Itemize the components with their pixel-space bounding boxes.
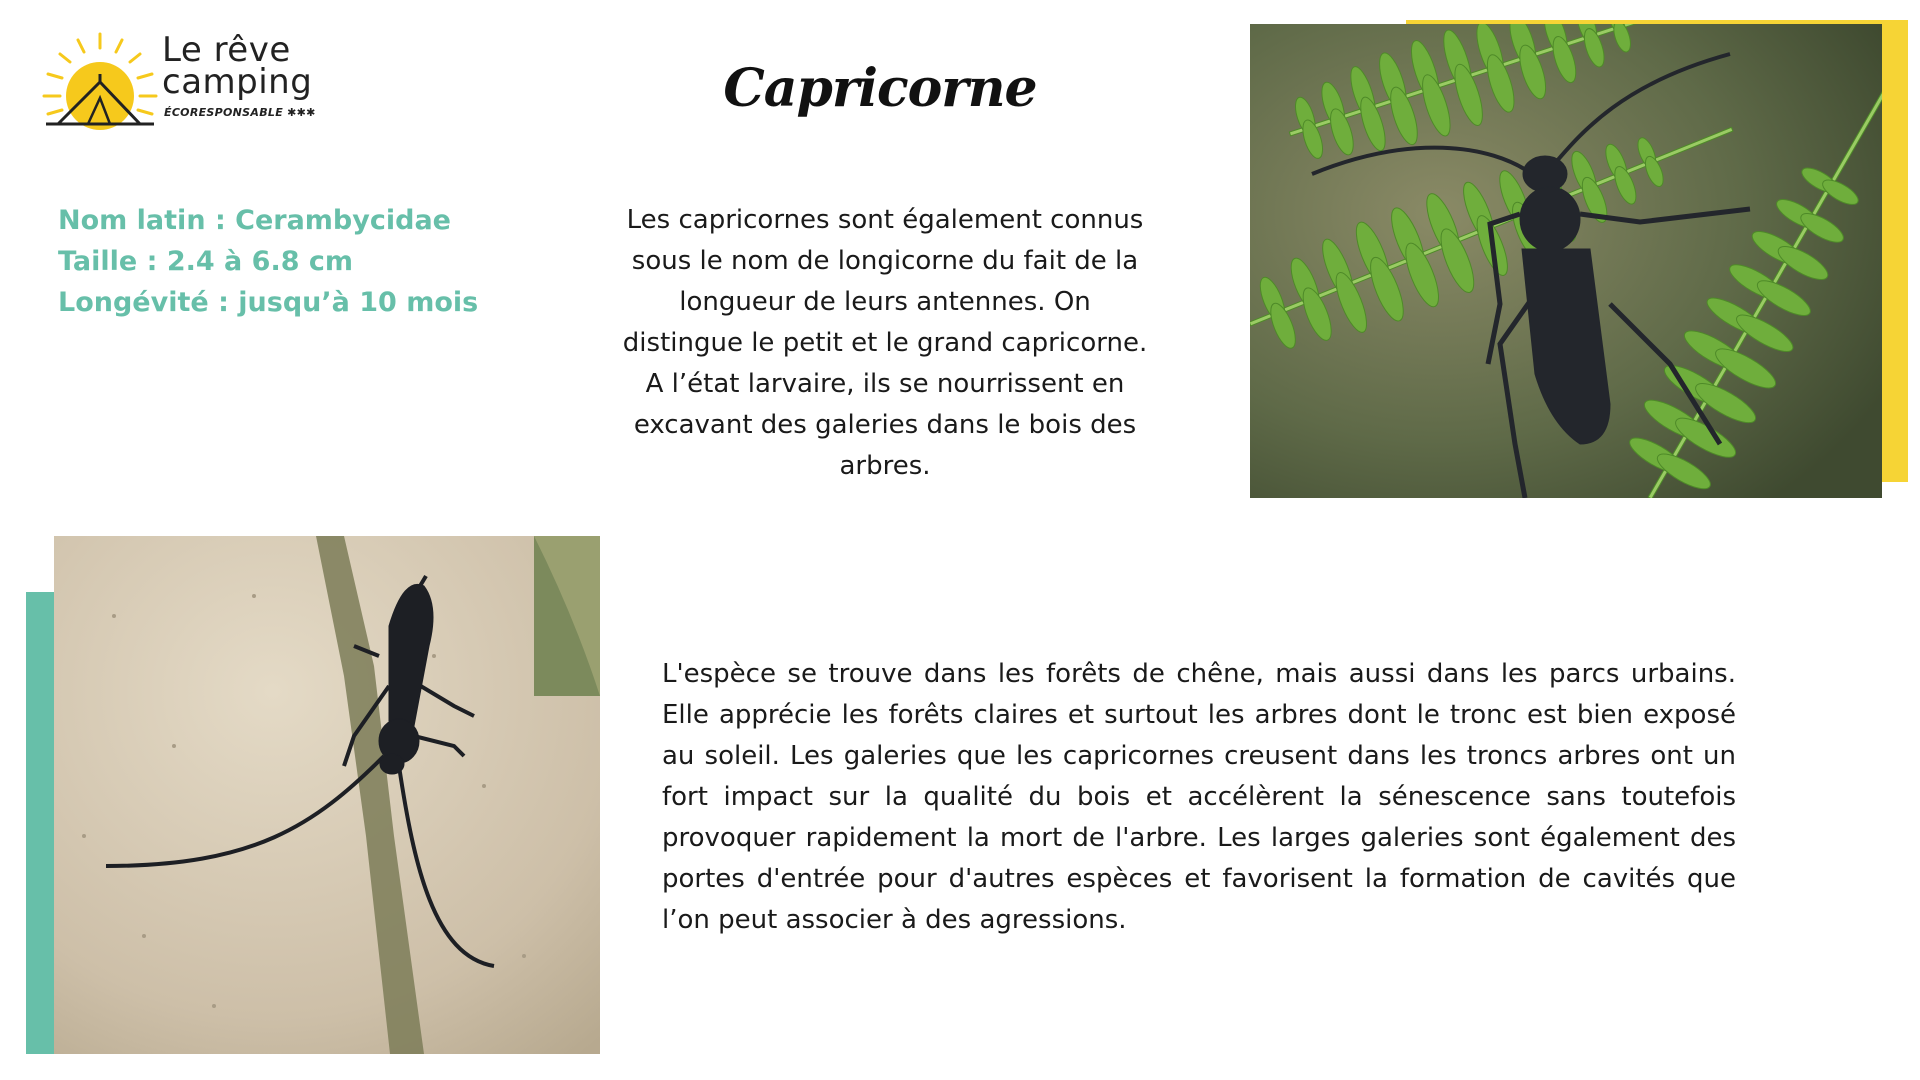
page-title: Capricorne (723, 58, 1037, 119)
facts-list (58, 200, 478, 323)
logo-text-line2: camping (162, 62, 313, 102)
beetle-on-stone-photo (54, 536, 600, 1054)
accent-bar-teal (26, 592, 56, 1054)
sun-tent-icon (40, 28, 160, 133)
fact-latin-name: Nom latin : Cerambycidae (58, 205, 451, 236)
body-paragraph: L'espèce se trouve dans les forêts de chêne, mais aussi dans les parcs urbains. Elle apprécie les forêts claires et surtout les arbres dont le tronc est bien exposé au soleil. Les galeries que les capricornes creusent dans les troncs arbres ont un fort impact sur la qualité du bois et accélèrent la sénescence sans toutefois provoquer rapidement la mort de l'arbre. Les larges galeries sont également des portes d'entrée pour d'autres espèces et favorisent la formation de cavités que l’on peut associer à des agressions. (662, 659, 1736, 935)
intro-paragraph: Les capricornes sont également connus sous le nom de longicorne du fait de la longueur de leurs antennes. On distingue le petit et le grand capricorne. A l’état larvaire, ils se nourrissent en excavant des galeries dans le bois des arbres. (622, 205, 1148, 481)
logo-text-line1: Le rêve (162, 30, 291, 70)
logo-text-line3: ÉCORESPONSABLE ✱✱✱ (164, 106, 316, 119)
fact-size: Taille : 2.4 à 6.8 cm (58, 246, 354, 277)
fact-lifespan: Longévité : jusqu’à 10 mois (58, 287, 479, 318)
beetle-on-fern-photo (1250, 24, 1882, 498)
logo (40, 28, 360, 133)
